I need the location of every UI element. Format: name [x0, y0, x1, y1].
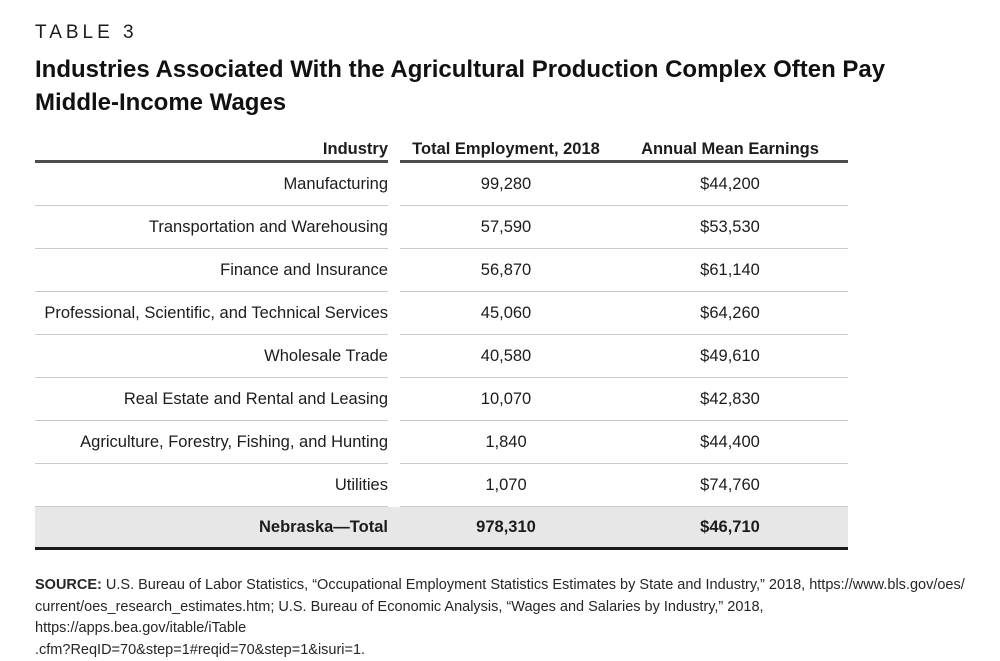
source-label: SOURCE: [35, 577, 102, 593]
source-line-1-text: U.S. Bureau of Labor Statistics, “Occupational Employment Statistics Estimates by State and Industry,” 2018, https://www.bls.gov/oes/ [101, 577, 965, 593]
earnings-cell: $64,260 [700, 303, 760, 322]
data-table [35, 139, 848, 550]
industry-cell: Agriculture, Forestry, Fishing, and Hunting [35, 421, 388, 464]
column-gap [388, 206, 400, 249]
source-line-1 [35, 575, 970, 597]
employment-cell: 45,060 [480, 303, 532, 322]
employment-cell: 1,070 [485, 475, 527, 494]
industry-cell: Finance and Insurance [35, 249, 388, 292]
industry-cell: Utilities [35, 464, 388, 507]
industry-cell: Real Estate and Rental and Leasing [35, 378, 388, 421]
table-row [35, 335, 848, 378]
earnings-cell: $74,760 [700, 475, 760, 494]
earnings-cell: $61,140 [700, 260, 760, 279]
column-gap [388, 507, 400, 547]
data-cells [400, 335, 848, 378]
industry-cell: Manufacturing [35, 163, 388, 206]
earnings-cell: $44,400 [700, 432, 760, 451]
employment-cell: 57,590 [480, 217, 532, 236]
table-row [35, 163, 848, 206]
page-title-line-1: Industries Associated With the Agricultural Production Complex Often Pay [35, 56, 886, 83]
industry-cell: Wholesale Trade [35, 335, 388, 378]
earnings-cell: $42,830 [700, 389, 760, 408]
earnings-cell: $44,200 [700, 174, 760, 193]
data-cells [400, 292, 848, 335]
table-row [35, 421, 848, 464]
table-header-row [35, 139, 848, 163]
page-title-line-2: Middle-Income Wages [35, 89, 287, 116]
employment-cell: 10,070 [480, 389, 532, 408]
employment-cell: 1,840 [485, 432, 527, 451]
earnings-cell: $53,530 [700, 217, 760, 236]
column-gap [388, 378, 400, 421]
column-header-employment: Total Employment, 2018 [412, 140, 600, 158]
table-row [35, 292, 848, 335]
table-row [35, 206, 848, 249]
column-gap [388, 292, 400, 335]
data-cells [400, 206, 848, 249]
employment-cell: 40,580 [480, 346, 532, 365]
data-cells [400, 421, 848, 464]
column-gap [388, 335, 400, 378]
column-header-industry: Industry [35, 139, 388, 163]
total-earnings-cell: $46,710 [700, 517, 760, 536]
column-gap [388, 139, 400, 163]
source-line-3: .cfm?ReqID=70&step=1#reqid=70&step=1&isuri=1. [35, 641, 366, 658]
column-header-earnings: Annual Mean Earnings [641, 140, 819, 158]
industry-cell: Professional, Scientific, and Technical Services [35, 292, 388, 335]
table-row [35, 464, 848, 507]
data-cells [400, 464, 848, 507]
employment-cell: 56,870 [480, 260, 532, 279]
source-note [35, 575, 970, 661]
total-label-cell: Nebraska—Total [259, 517, 388, 536]
header-data-cells [400, 139, 848, 163]
industry-cell: Transportation and Warehousing [35, 206, 388, 249]
column-gap [388, 163, 400, 206]
data-cells [400, 163, 848, 206]
total-employment-cell: 978,310 [476, 517, 536, 536]
table-row [35, 378, 848, 421]
data-cells [400, 507, 848, 547]
earnings-cell: $49,610 [700, 346, 760, 365]
column-gap [388, 249, 400, 292]
table-row [35, 249, 848, 292]
table-kicker: TABLE 3 [35, 22, 138, 43]
table-total-row [35, 507, 848, 550]
data-cells [400, 249, 848, 292]
data-cells [400, 378, 848, 421]
source-line-2: current/oes_research_estimates.htm; U.S. Bureau of Economic Analysis, “Wages and Salaries by Industry,” 2018, https://apps.bea.gov/itable/iTable [35, 598, 764, 636]
page-title [35, 53, 985, 119]
column-gap [388, 464, 400, 507]
column-gap [388, 421, 400, 464]
employment-cell: 99,280 [480, 174, 532, 193]
